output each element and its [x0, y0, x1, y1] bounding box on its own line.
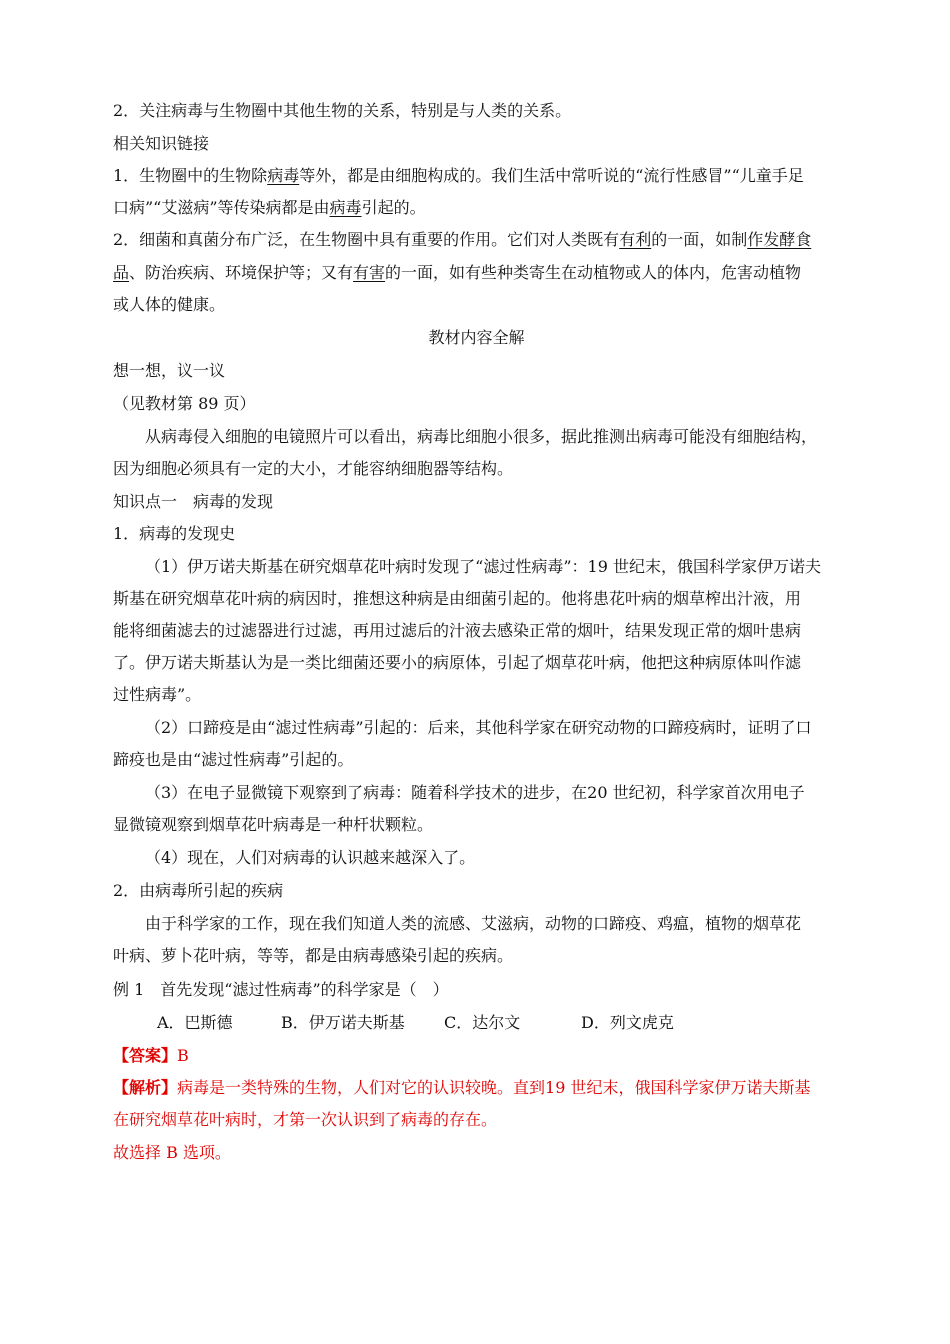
- history-item-1-line-2: 斯基在研究烟草花叶病的病因时，推想这种病是由细菌引起的。他将患花叶病的烟草榨出汁液，用: [113, 589, 802, 608]
- history-item-3-line-1: （3）在电子显微镜下观察到了病毒：随着科学技术的进步，在20 世纪初，科学家首次用电子: [145, 783, 805, 802]
- history-item-1-line-4: 了。伊万诺夫斯基认为是一类比细菌还要小的病原体，引起了烟草花叶病，他把这种病原体叫作滤: [113, 653, 802, 672]
- analysis-line-1: [113, 1078, 810, 1098]
- underlined-term: 作发酵食: [747, 230, 812, 249]
- diseases-paragraph-line-1: 由于科学家的工作，现在我们知道人类的流感、艾滋病，动物的口蹄疫、鸡瘟，植物的烟草花: [145, 914, 802, 933]
- diseases-paragraph-line-2: 叶病、萝卜花叶病，等等，都是由病毒感染引起的疾病。: [113, 946, 514, 965]
- link-2-text: 2．细菌和真菌分布广泛，在生物圈中具有重要的作用。它们对人类既有: [113, 230, 620, 249]
- underlined-term: 病毒: [329, 198, 362, 217]
- underlined-term: 有利: [619, 230, 652, 249]
- think-paragraph-line-2: 因为细胞必须具有一定的大小，才能容纳细胞器等结构。: [113, 459, 514, 478]
- link-1-line-2: [113, 198, 426, 218]
- links-heading: 相关知识链接: [113, 134, 210, 153]
- underlined-term: 品: [113, 263, 130, 282]
- link-2-text: 、防治疾病、环境保护等；又有: [129, 263, 354, 282]
- think-paragraph-line-1: 从病毒侵入细胞的电镜照片可以看出，病毒比细胞小很多，据此推测出病毒可能没有细胞结构，: [145, 427, 818, 446]
- link-1-text: 等外，都是由细胞构成的。我们生活中常听说的“流行性感冒”“儿童手足: [299, 166, 804, 185]
- answer-label: 【答案】: [113, 1046, 178, 1065]
- answer-value: B: [177, 1046, 189, 1065]
- history-item-2-line-2: 蹄疫也是由“滤过性病毒”引起的。: [113, 750, 354, 769]
- example-question: 例 1 首先发现“滤过性病毒”的科学家是（ ）: [113, 980, 449, 999]
- analysis-label: 【解析】: [113, 1078, 178, 1097]
- link-1-text: 口病”“艾滋病”等传染病都是由: [113, 198, 330, 217]
- link-2-text: 的一面，如制: [651, 230, 748, 249]
- link-1-text: 1．生物圈中的生物除: [113, 166, 268, 185]
- subheading-discovery-history: 1．病毒的发现史: [113, 524, 236, 543]
- analysis-line-2: 在研究烟草花叶病时，才第一次认识到了病毒的存在。: [113, 1110, 498, 1129]
- subheading-diseases: 2．由病毒所引起的疾病: [113, 881, 284, 900]
- link-1-text: 引起的。: [361, 198, 426, 217]
- answer-line: [113, 1046, 189, 1066]
- history-item-1-line-1: （1）伊万诺夫斯基在研究烟草花叶病时发现了“滤过性病毒”：19 世纪末，俄国科学家伊万诺夫: [145, 557, 821, 576]
- link-2-text: 的一面，如有些种类寄生在动植物或人的体内，危害动植物: [385, 263, 802, 282]
- underlined-term: 病毒: [267, 166, 300, 185]
- history-item-1-line-3: 能将细菌滤去的过滤器进行过滤，再用过滤后的汁液去感染正常的烟叶，结果发现正常的烟叶患病: [113, 621, 802, 640]
- link-1-line-1: [113, 166, 804, 186]
- underlined-term: 有害: [353, 263, 386, 282]
- history-item-3-line-2: 显微镜观察到烟草花叶病毒是一种杆状颗粒。: [113, 815, 434, 834]
- think-heading: 想一想，议一议: [113, 361, 226, 380]
- link-2-line-2: [113, 263, 801, 283]
- option-d: D．列文虎克: [581, 1013, 674, 1032]
- link-2-line-3: 或人体的健康。: [113, 295, 226, 314]
- history-item-2-line-1: （2）口蹄疫是由“滤过性病毒”引起的：后来，其他科学家在研究动物的口蹄疫病时，证明了口: [145, 718, 812, 737]
- conclusion-line: 故选择 B 选项。: [113, 1143, 231, 1162]
- history-item-4: （4）现在，人们对病毒的认识越来越深入了。: [145, 848, 476, 867]
- section-title: 教材内容全解: [428, 328, 525, 347]
- link-2-line-1: [113, 230, 811, 250]
- knowledge-point-heading: 知识点一 病毒的发现: [113, 492, 274, 511]
- history-item-1-line-5: 过性病毒”。: [113, 685, 202, 704]
- option-b: B．伊万诺夫斯基: [281, 1013, 405, 1032]
- textbook-reference: （见教材第 89 页）: [113, 394, 256, 413]
- analysis-text: 病毒是一类特殊的生物，人们对它的认识较晚。直到19 世纪末，俄国科学家伊万诺夫斯基: [177, 1078, 811, 1097]
- option-c: C．达尔文: [444, 1013, 521, 1032]
- option-a: A．巴斯德: [157, 1013, 233, 1032]
- objective-item-2: 2．关注病毒与生物圈中其他生物的关系，特别是与人类的关系。: [113, 101, 572, 120]
